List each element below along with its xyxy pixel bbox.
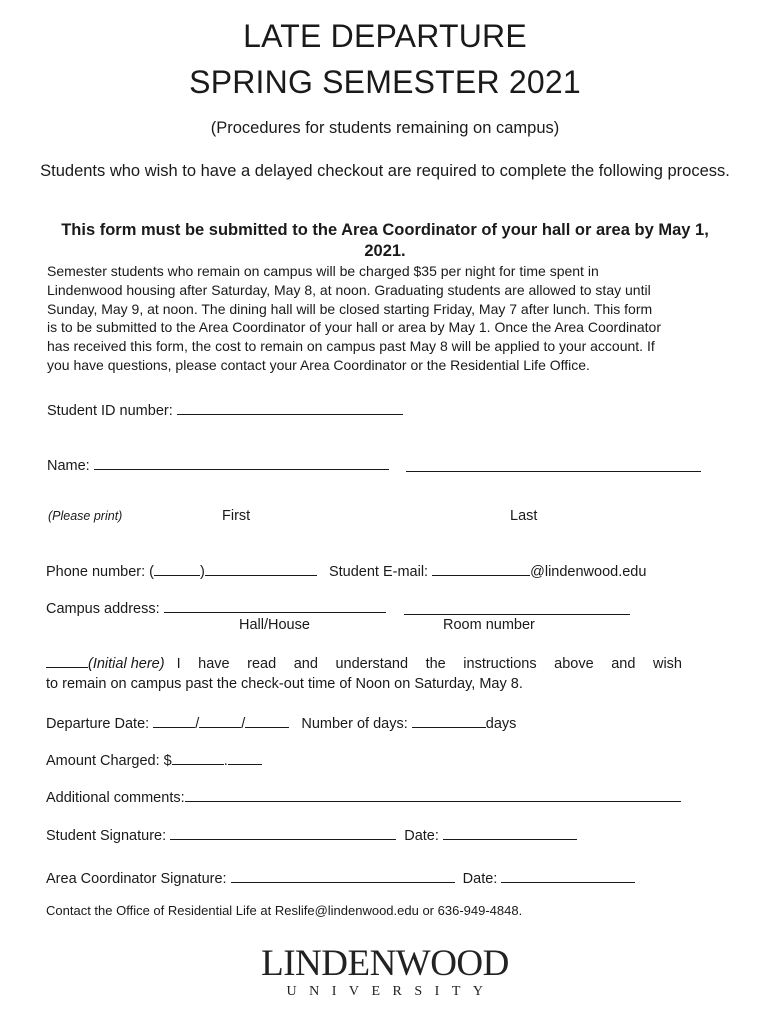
intro-text: Students who wish to have a delayed checkout are required to complete the following process. [40,162,730,180]
comments-row [46,787,681,806]
departure-month-field[interactable] [153,713,195,728]
area-code-field[interactable] [154,561,200,576]
name-row [47,455,389,474]
phone-paren-close: ) [200,564,205,580]
hall-house-field[interactable] [164,598,386,613]
student-signature-label: Student Signature: [46,828,167,844]
submission-notice: This form must be submitted to the Area Coordinator of your hall or area by May 1, 2021. [61,221,709,260]
additional-comments-field[interactable] [185,787,681,802]
title-line-1: LATE DEPARTURE [243,18,527,54]
phone-number-field[interactable] [205,561,317,576]
student-signature-field[interactable] [170,825,396,840]
student-signature-row [46,825,577,844]
amount-dollars-field[interactable] [172,750,224,765]
amount-separator: . [223,753,228,769]
initial-statement [46,653,686,694]
email-domain: @lindenwood.edu [530,564,647,580]
email-username-field[interactable] [432,561,530,576]
number-of-days-label: Number of days: [301,716,408,732]
phone-email-row [46,561,646,580]
policy-line: you have questions, please contact your Area Coordinator or the Residential Life Office. [47,356,590,373]
policy-line: Lindenwood housing after Saturday, May 8, at noon. Graduating students are allowed to stay until [47,281,651,298]
coordinator-signature-label: Area Coordinator Signature: [46,871,227,887]
hall-house-label: Hall/House [239,617,310,633]
date-separator: / [195,716,200,732]
departure-row [46,713,516,732]
university-logo-subtitle: UNIVERSITY [286,984,496,999]
policy-line: Semester students who remain on campus will be charged $35 per night for time spent in [47,263,599,279]
amount-cents-field[interactable] [228,750,262,765]
initial-text-line-1: I have read and understand the instructions above and wish [176,656,682,672]
initial-here-label: (Initial here) [88,656,165,672]
student-id-field[interactable] [177,400,403,415]
policy-paragraph [47,262,727,375]
coordinator-date-field[interactable] [501,868,635,883]
initial-text-line-2: to remain on campus past the check-out time of Noon on Saturday, May 8. [46,676,523,692]
policy-line: is to be submitted to the Area Coordinator of your hall or area by May 1. Once the Area Coordinator [47,319,662,336]
amount-row [46,750,262,769]
subtitle: (Procedures for students remaining on campus) [210,119,560,137]
student-date-field[interactable] [443,825,577,840]
departure-date-label: Departure Date: [46,716,150,732]
university-logo-wordmark: LINDENWOOD [261,943,509,984]
date-separator: / [241,716,246,732]
title-line-2: SPRING SEMESTER 2021 [189,64,581,100]
days-suffix: days [485,716,517,732]
amount-charged-label: Amount Charged: $ [46,753,172,769]
last-name-field[interactable] [406,457,701,472]
email-label: Student E-mail: [328,564,429,580]
last-label: Last [510,508,538,524]
room-number-field[interactable] [404,600,630,615]
name-label: Name: [47,458,90,474]
campus-address-label: Campus address: [46,601,160,617]
student-id-row [47,400,403,419]
departure-day-field[interactable] [199,713,241,728]
student-id-label: Student ID number: [47,403,173,419]
additional-comments-label: Additional comments: [46,790,185,806]
phone-label: Phone number: ( [46,564,155,580]
campus-address-row [46,598,386,617]
coordinator-date-label: Date: [462,871,498,887]
room-number-label: Room number [443,617,535,633]
policy-line: has received this form, the cost to remain on campus past May 8 will be applied to your account. If [47,338,655,355]
contact-info: Contact the Office of Residential Life at Reslife@lindenwood.edu or 636-949-4848. [46,903,523,918]
first-label: First [222,508,251,524]
number-of-days-field[interactable] [412,713,486,728]
coordinator-signature-row [46,868,635,887]
student-date-label: Date: [404,828,439,844]
departure-year-field[interactable] [245,713,289,728]
coordinator-signature-field[interactable] [231,868,455,883]
initial-field[interactable] [46,653,88,668]
policy-line: Sunday, May 9, at noon. The dining hall will be closed starting Friday, May 7 after lunch. This form [47,300,653,317]
please-print-note: (Please print) [48,509,123,523]
first-name-field[interactable] [94,455,389,470]
